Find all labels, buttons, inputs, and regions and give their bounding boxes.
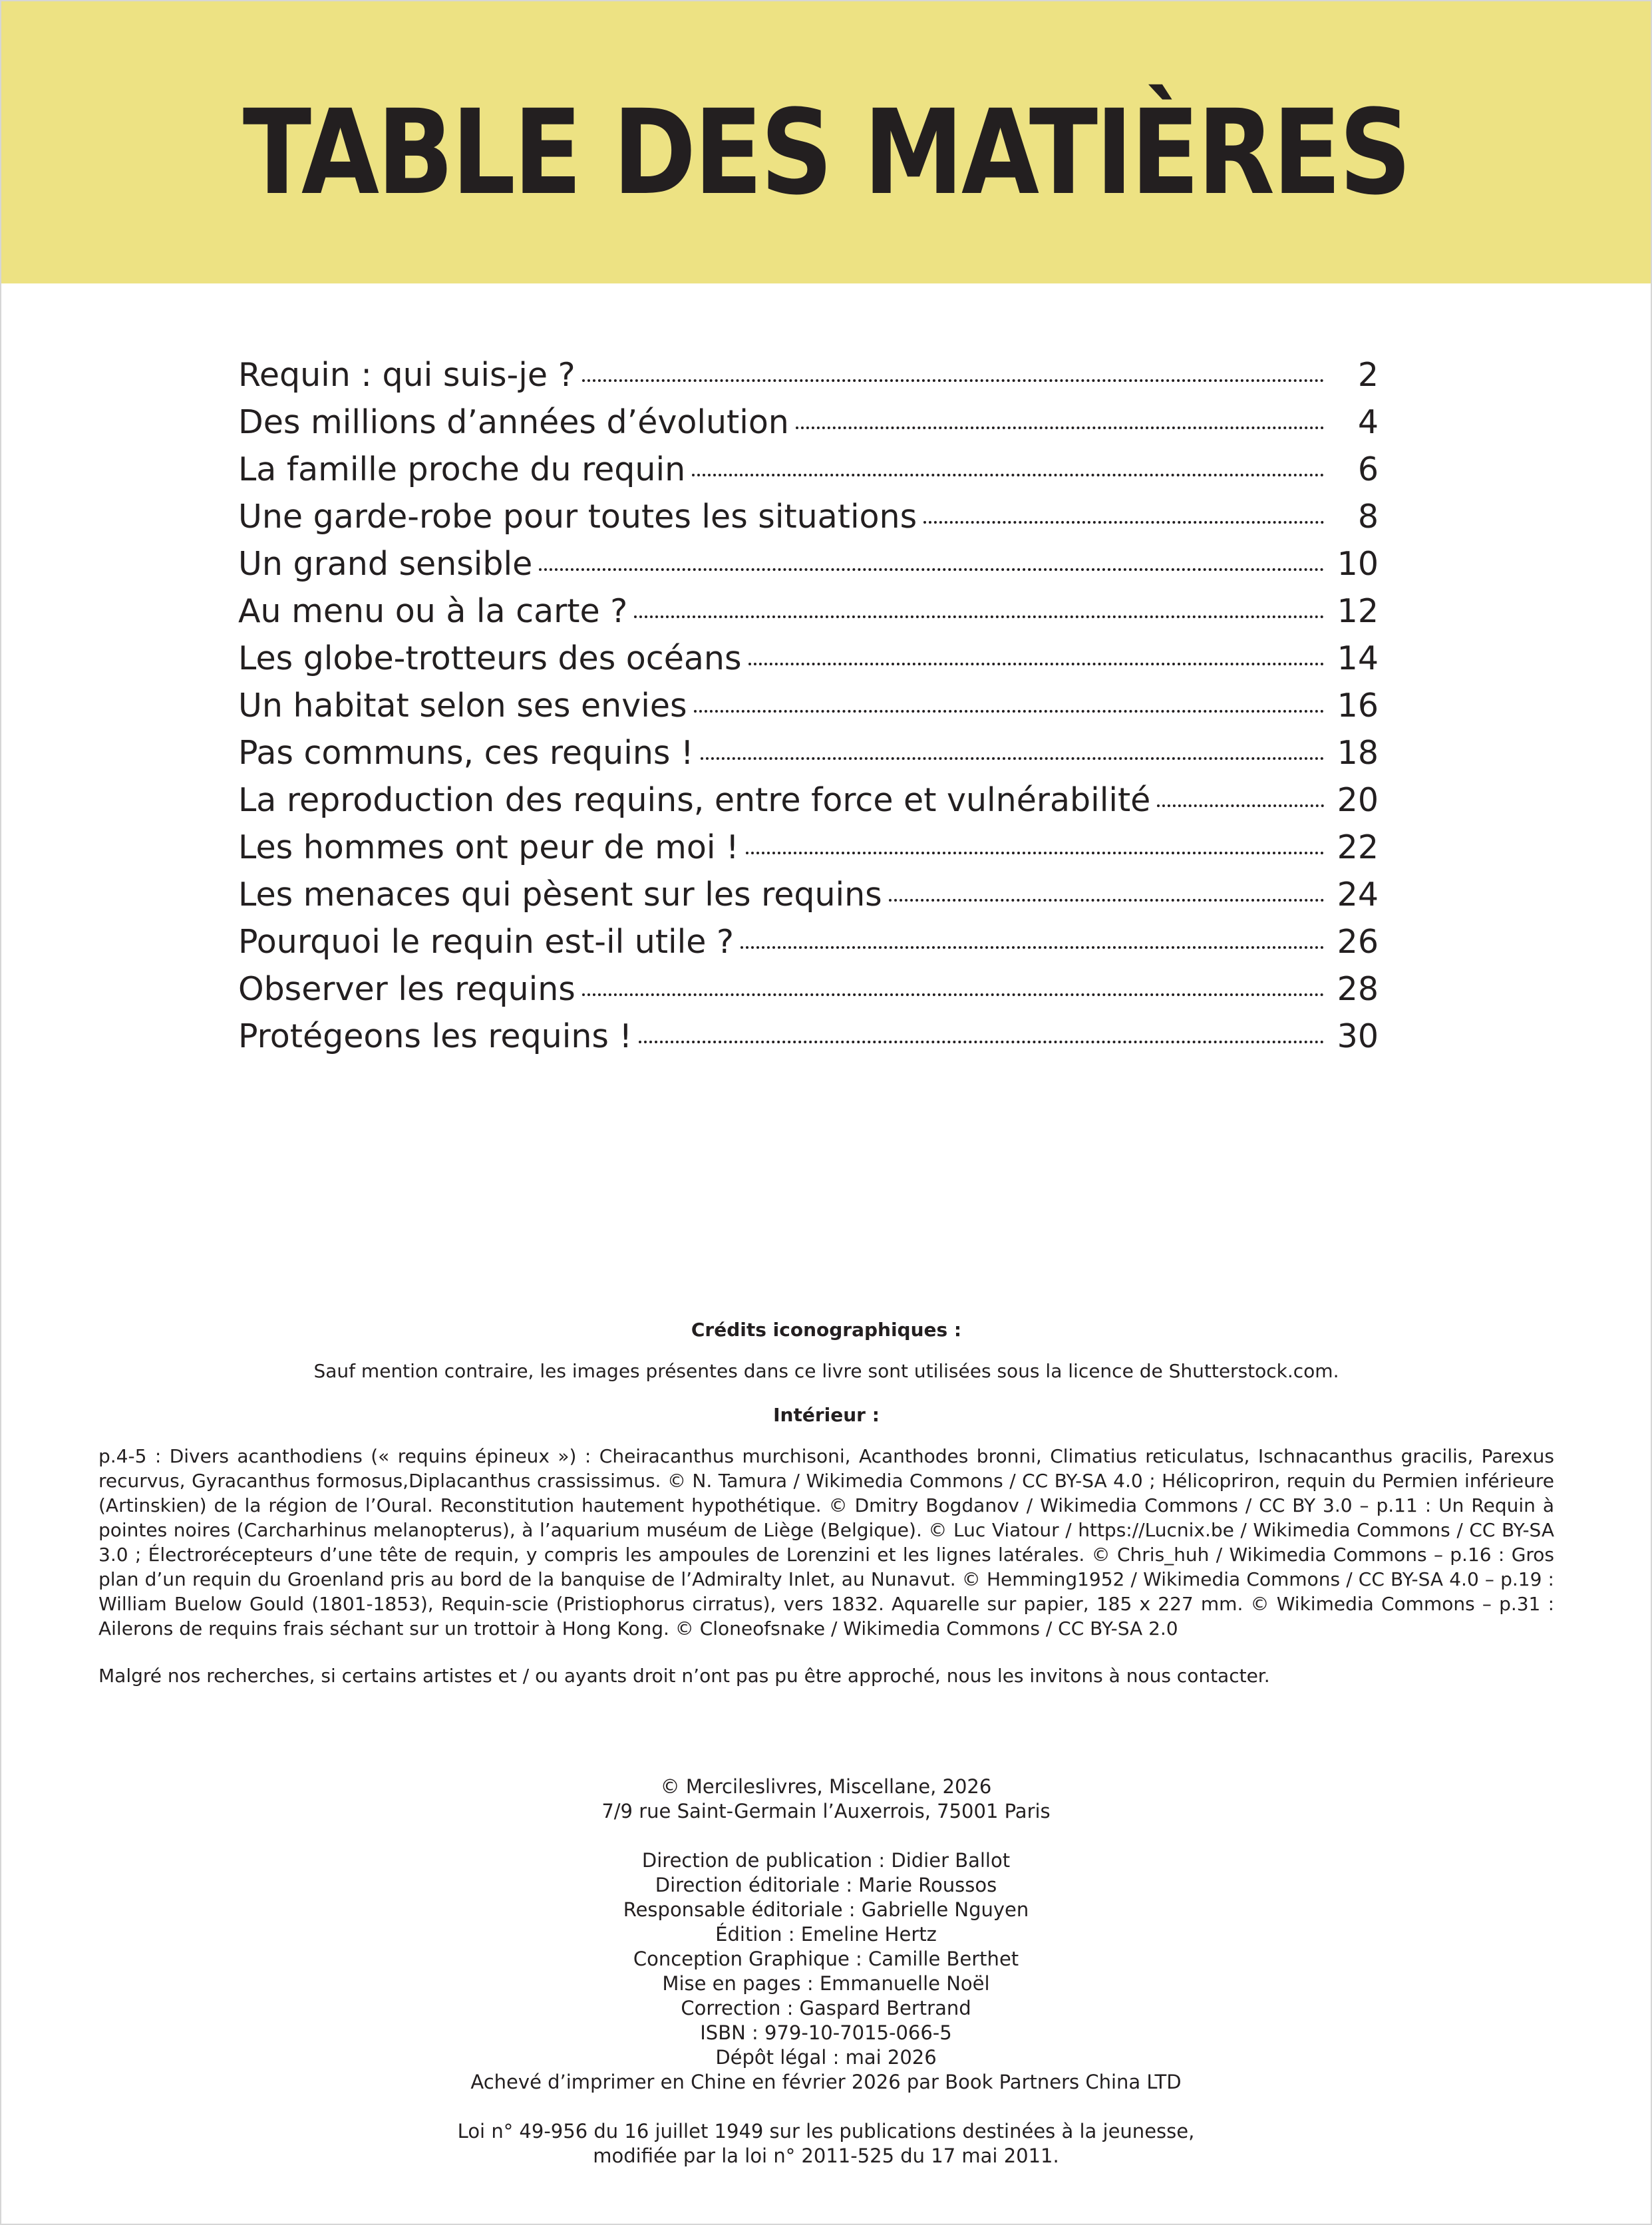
spacer <box>0 2095 1652 2119</box>
toc-entry <box>238 682 1379 729</box>
law-line: modifiée par la loi n° 2011-525 du 17 mai 2011. <box>593 2144 1059 2167</box>
table-of-contents <box>238 351 1379 1060</box>
toc-entry <box>238 729 1379 776</box>
toc-entry-page: 18 <box>1337 734 1379 772</box>
toc-leader-dots <box>746 851 1324 854</box>
page-title: TABLE DES MATIÈRES <box>242 85 1410 221</box>
toc-entry-title: Les hommes ont peur de moi ! <box>238 828 739 866</box>
toc-leader-dots <box>582 993 1324 996</box>
interior-credits-text: p.4-5 : Divers acanthodiens (« requins épineux ») : Cheiracanthus murchisoni, Acanthodes bronni, Climatius reticulatus, Ischnacanthus gracilis, Parexus recurvus, Gyracanthus formosus,Diplacanthus crassissimus. © N. Tamura / Wikimedia Commons / CC BY-SA 4.0 ; Hélicopriron, requin du Permien inférieure (Artinskien) de la région de l’Oural. Reconstitution hautement hypothétique. © Dmitry Bogdanov / Wikimedia Commons / CC BY 3.0 – p.11 : Un Requin à pointes noires (Carcharhinus melanopterus), à l’aquarium muséum de Liège (Belgique). © Luc Viatour / https://Lucnix.be / Wikimedia Commons / CC BY-SA 3.0 ; Électrorécepteurs d’une tête de requin, y compris les ampoules de Lorenzini et les lignes latérales. © Chris_huh / Wikimedia Commons – p.16 : Gros plan d’un requin du Groenland pris au bord de la banquise de l’Admiralty Inlet, au Nunavut. © Hemming1952 / Wikimedia Commons / CC BY-SA 4.0 – p.19 : William Buelow Gould (1801-1853), Requin-scie (Pristiophorus cirratus), vers 1832. Aquarelle sur papier, 185 x 227 mm. © Wikimedia Commons – p.31 : Ailerons de requins frais séchant sur un trottoir à Hong Kong. © Cloneofsnake / Wikimedia Commons / CC BY-SA 2.0 <box>98 1445 1554 1639</box>
toc-entry-page: 24 <box>1337 876 1379 914</box>
interior-heading: Intérieur : <box>773 1404 880 1426</box>
toc-entry <box>238 1013 1379 1060</box>
toc-entry <box>238 446 1379 493</box>
toc-entry-title: Requin : qui suis-je ? <box>238 356 576 394</box>
toc-entry <box>238 871 1379 918</box>
staff-line: Direction de publication : Didier Ballot <box>641 1849 1011 1872</box>
toc-leader-dots <box>694 709 1325 713</box>
staff-line: Conception Graphique : Camille Berthet <box>633 1948 1019 1970</box>
toc-entry-title: Des millions d’années d’évolution <box>238 403 789 441</box>
toc-entry-title: Au menu ou à la carte ? <box>238 592 628 630</box>
toc-leader-dots <box>1157 804 1324 807</box>
isbn-line: ISBN : 979-10-7015-066-5 <box>700 2021 952 2044</box>
toc-entry-page: 6 <box>1357 450 1379 488</box>
toc-entry-page: 12 <box>1337 592 1379 630</box>
toc-entry-page: 8 <box>1357 498 1379 536</box>
toc-entry <box>238 399 1379 446</box>
toc-entry <box>238 351 1379 399</box>
toc-entry-page: 4 <box>1357 403 1379 441</box>
toc-entry-title: La reproduction des requins, entre force et vulnérabilité <box>238 781 1151 819</box>
staff-line: Mise en pages : Emmanuelle Noël <box>662 1972 990 1995</box>
toc-leader-dots <box>889 898 1324 902</box>
staff-line: Édition : Emeline Hertz <box>715 1923 937 1946</box>
toc-entry <box>238 824 1379 871</box>
publisher-address: 7/9 rue Saint-Germain l’Auxerrois, 75001 Paris <box>601 1800 1051 1822</box>
toc-entry-title: Pas communs, ces requins ! <box>238 734 694 772</box>
toc-leader-dots <box>582 379 1324 382</box>
staff-line: Direction éditoriale : Marie Roussos <box>655 1874 997 1896</box>
toc-leader-dots <box>639 1040 1324 1043</box>
spacer <box>0 1824 1652 1848</box>
toc-entry <box>238 588 1379 635</box>
staff-line: Correction : Gaspard Bertrand <box>681 1997 971 2019</box>
printing-line: Achevé d’imprimer en Chine en février 2026 par Book Partners China LTD <box>470 2071 1182 2093</box>
toc-entry-page: 16 <box>1337 687 1379 725</box>
toc-entry-page: 26 <box>1337 923 1379 961</box>
toc-leader-dots <box>796 426 1324 429</box>
toc-leader-dots <box>539 568 1324 571</box>
toc-entry-title: La famille proche du requin <box>238 450 686 488</box>
image-credits <box>98 1317 1554 1711</box>
rights-disclaimer: Malgré nos recherches, si certains artistes et / ou ayants droit n’ont pas pu être approché, nous les invitons à nous contacter. <box>98 1665 1270 1687</box>
publisher-imprint <box>0 1775 1652 2168</box>
toc-leader-dots <box>741 945 1324 949</box>
toc-entry <box>238 493 1379 540</box>
toc-leader-dots <box>634 615 1324 618</box>
toc-entry-page: 30 <box>1337 1017 1379 1055</box>
toc-entry <box>238 635 1379 682</box>
toc-entry <box>238 965 1379 1013</box>
toc-entry-title: Une garde-robe pour toutes les situations <box>238 498 917 536</box>
toc-entry-title: Un habitat selon ses envies <box>238 687 687 725</box>
toc-entry <box>238 540 1379 588</box>
toc-entry-title: Pourquoi le requin est-il utile ? <box>238 923 735 961</box>
toc-entry-title: Les globe-trotteurs des océans <box>238 639 742 677</box>
toc-entry-page: 14 <box>1337 639 1379 677</box>
toc-entry-title: Observer les requins <box>238 970 576 1008</box>
law-line: Loi n° 49-956 du 16 juillet 1949 sur les publications destinées à la jeunesse, <box>457 2120 1195 2142</box>
toc-entry-page: 22 <box>1337 828 1379 866</box>
toc-leader-dots <box>701 757 1324 760</box>
toc-entry-page: 10 <box>1337 545 1379 583</box>
toc-entry-page: 28 <box>1337 970 1379 1008</box>
copyright-line: © Mercileslivres, Miscellane, 2026 <box>660 1775 992 1798</box>
toc-entry-page: 20 <box>1337 781 1379 819</box>
toc-entry-title: Un grand sensible <box>238 545 533 583</box>
toc-entry-page: 2 <box>1357 356 1379 394</box>
toc-leader-dots <box>923 520 1324 524</box>
toc-entry <box>238 776 1379 824</box>
toc-entry-title: Protégeons les requins ! <box>238 1017 633 1055</box>
toc-entry-title: Les menaces qui pèsent sur les requins <box>238 876 882 914</box>
toc-leader-dots <box>692 473 1324 476</box>
license-note: Sauf mention contraire, les images présentes dans ce livre sont utilisées sous la licence de Shutterstock.com. <box>313 1360 1339 1382</box>
toc-entry <box>238 918 1379 965</box>
credits-heading: Crédits iconographiques : <box>691 1319 962 1341</box>
legal-deposit-line: Dépôt légal : mai 2026 <box>715 2046 937 2069</box>
toc-leader-dots <box>748 662 1325 665</box>
staff-line: Responsable éditoriale : Gabrielle Nguyen <box>623 1898 1029 1921</box>
